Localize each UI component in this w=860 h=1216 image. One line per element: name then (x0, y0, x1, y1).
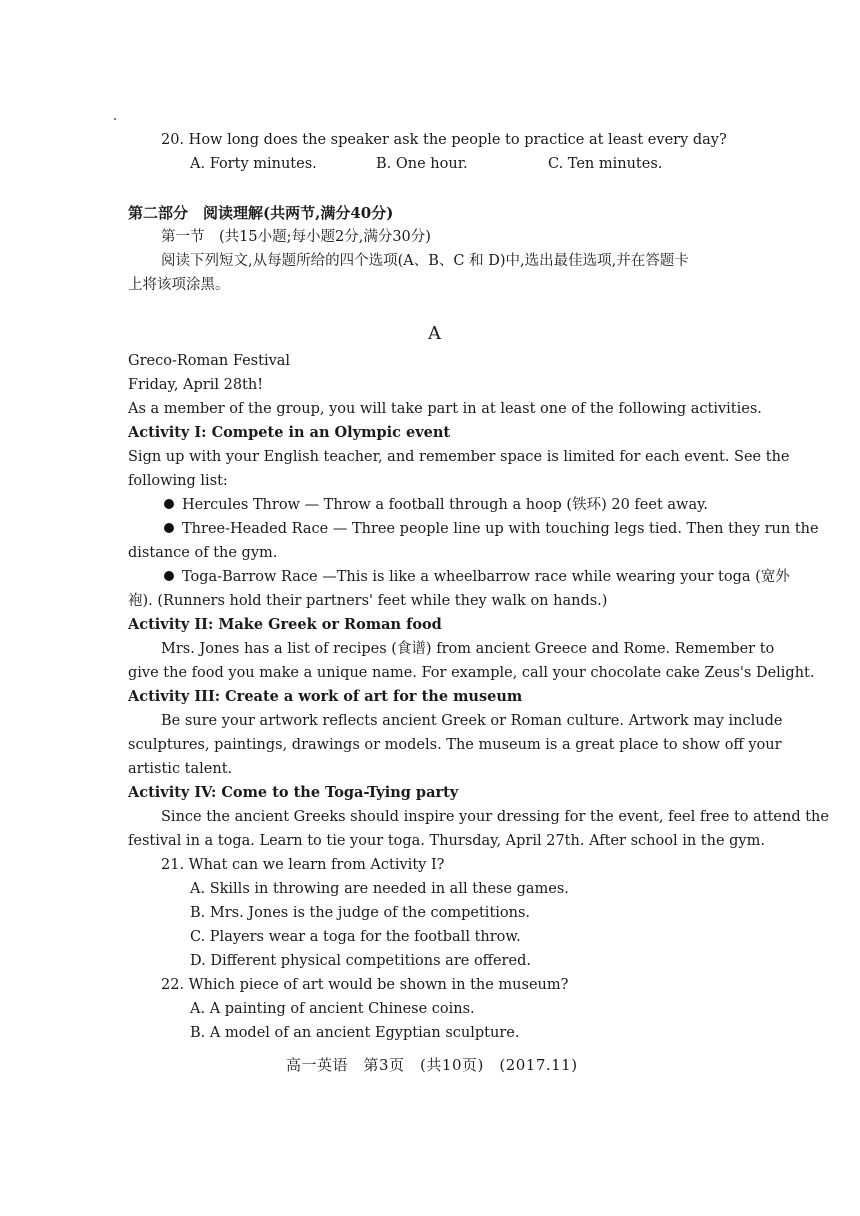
activity3-line2: sculptures, paintings, drawings or models. The museum is a great place to show off your (128, 737, 782, 753)
activity1-bullet1 (164, 496, 708, 514)
activity3-line1: Be sure your artwork reflects ancient Greek or Roman culture. Artwork may include (161, 713, 783, 729)
bullet-icon (164, 523, 174, 533)
q20-option-b: B. One hour. (376, 156, 468, 172)
activity1-bullet3-cont: 袍). (Runners hold their partners' feet while they walk on hands.) (128, 593, 608, 609)
activity3-line3: artistic talent. (128, 761, 233, 777)
q21-option-d: D. Different physical competitions are offered. (190, 953, 531, 969)
activity2-line1: Mrs. Jones has a list of recipes (食谱) from ancient Greece and Rome. Remember to (161, 641, 775, 657)
bullet3-text: Toga-Barrow Race —This is like a wheelbarrow race while wearing your toga (宽外 (182, 569, 790, 585)
bullet1-text: Hercules Throw — Throw a football through a hoop (铁环) 20 feet away. (182, 497, 708, 513)
bullet2-text: Three-Headed Race — Three people line up with touching legs tied. Then they run the (182, 521, 819, 537)
bullet-icon (164, 571, 174, 581)
activity1-line1: Sign up with your English teacher, and remember space is limited for each event. See the (128, 449, 790, 465)
activity1-bullet2-cont: distance of the gym. (128, 545, 278, 561)
activity1-bullet3 (164, 568, 790, 586)
q20-option-a: A. Forty minutes. (190, 156, 317, 172)
q22-option-a: A. A painting of ancient Chinese coins. (190, 1001, 475, 1017)
q21-option-a: A. Skills in throwing are needed in all these games. (190, 881, 569, 897)
q22-option-b: B. A model of an ancient Egyptian sculpture. (190, 1025, 520, 1041)
passage-intro: As a member of the group, you will take part in at least one of the following activities. (128, 401, 762, 417)
event-date: Friday, April 28th! (128, 377, 264, 393)
bullet-icon (164, 499, 174, 509)
event-name: Greco-Roman Festival (128, 353, 291, 369)
question-21: 21. What can we learn from Activity I? (161, 857, 445, 873)
passage-letter: A (428, 323, 441, 344)
activity1-bullet2 (164, 520, 819, 538)
q20-option-c: C. Ten minutes. (548, 156, 663, 172)
activity2-heading: Activity II: Make Greek or Roman food (128, 616, 442, 633)
question-22: 22. Which piece of art would be shown in the museum? (161, 977, 569, 993)
q21-option-b: B. Mrs. Jones is the judge of the competitions. (190, 905, 531, 921)
activity1-heading: Activity I: Compete in an Olympic event (128, 424, 451, 441)
activity2-line2: give the food you make a unique name. For example, call your chocolate cake Zeus's Delight. (128, 665, 815, 681)
page-footer: 高一英语 第3页 (共10页) (2017.11) (286, 1056, 578, 1074)
instruction-line-2: 上将该项涂黑。 (128, 277, 230, 293)
part2-title: 第二部分 阅读理解(共两节,满分40分) (128, 204, 394, 222)
scan-speck (114, 118, 116, 120)
section1-title: 第一节 (共15小题;每小题2分,满分30分) (161, 229, 431, 245)
q21-option-c: C. Players wear a toga for the football throw. (190, 929, 521, 945)
activity4-heading: Activity IV: Come to the Toga-Tying party (128, 784, 459, 801)
activity4-line2: festival in a toga. Learn to tie your toga. Thursday, April 27th. After school in the gym. (128, 833, 765, 849)
activity4-line1: Since the ancient Greeks should inspire your dressing for the event, feel free to attend the (161, 809, 829, 825)
question-20: 20. How long does the speaker ask the people to practice at least every day? (161, 132, 727, 148)
activity3-heading: Activity III: Create a work of art for the museum (128, 688, 523, 705)
instruction-line-1: 阅读下列短文,从每题所给的四个选项(A、B、C 和 D)中,选出最佳选项,并在答题卡 (161, 253, 689, 269)
activity1-line2: following list: (128, 473, 228, 489)
